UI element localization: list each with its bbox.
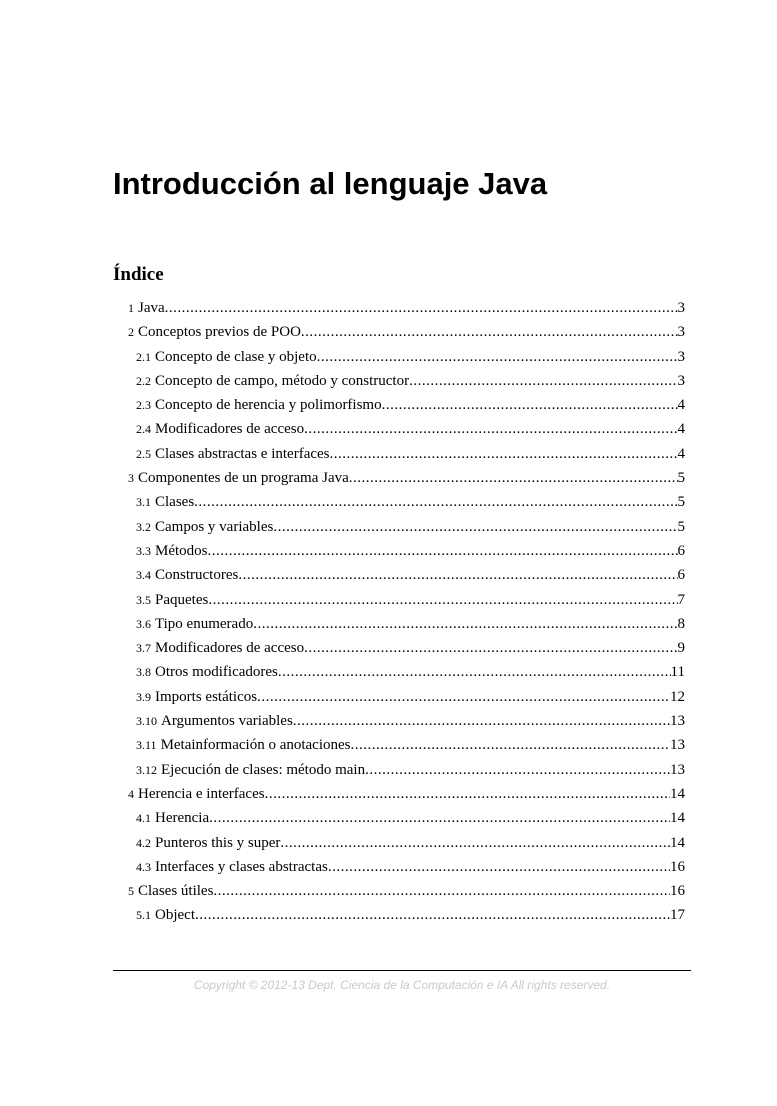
toc-dot-leader (208, 539, 678, 563)
toc-entry[interactable] (113, 831, 685, 855)
toc-entry-page: 4 (677, 421, 685, 438)
toc-entry-page: 14 (670, 785, 685, 802)
toc-entry-page: 5 (677, 494, 685, 511)
toc-entry-page: 13 (670, 713, 685, 730)
toc-entry[interactable] (113, 733, 685, 757)
toc-entry-page: 13 (670, 737, 685, 754)
document-title: Introducción al lenguaje Java (113, 166, 548, 201)
toc-entry[interactable] (113, 612, 685, 636)
toc-entry-number: 3.4 (136, 568, 151, 583)
toc-dot-leader (238, 563, 677, 587)
toc-entry[interactable] (113, 417, 685, 441)
toc-entry[interactable] (113, 758, 685, 782)
toc-dot-leader (273, 515, 677, 539)
toc-entry[interactable] (113, 685, 685, 709)
toc-entry[interactable] (113, 903, 685, 927)
toc-entry-label: Modificadores de acceso (155, 421, 305, 438)
toc-entry-number: 2.2 (136, 373, 151, 388)
toc-dot-leader (195, 903, 670, 927)
toc-entry-number: 3.3 (136, 543, 151, 558)
toc-entry-label: Concepto de clase y objeto (155, 348, 317, 365)
toc-entry-number: 2.1 (136, 349, 151, 364)
toc-entry-number: 2.4 (136, 422, 151, 437)
toc-dot-leader (365, 758, 670, 782)
toc-dot-leader (304, 417, 677, 441)
toc-entry-page: 11 (670, 664, 685, 681)
toc-entry-page: 16 (670, 858, 685, 875)
toc-entry-number: 3.10 (136, 714, 157, 729)
toc-dot-leader (194, 490, 677, 514)
toc-entry[interactable] (113, 490, 685, 514)
toc-entry-label: Punteros this y super (155, 834, 281, 851)
toc-entry[interactable] (113, 393, 685, 417)
toc-entry-number: 3.5 (136, 592, 151, 607)
toc-entry-label: Interfaces y clases abstractas (155, 858, 328, 875)
toc-entry[interactable] (113, 466, 685, 490)
toc-dot-leader (351, 733, 671, 757)
toc-entry-label: Clases abstractas e interfaces (155, 445, 330, 462)
toc-entry[interactable] (113, 369, 685, 393)
toc-entry-number: 5.1 (136, 908, 151, 923)
toc-entry[interactable] (113, 782, 685, 806)
toc-entry[interactable] (113, 855, 685, 879)
toc-entry-page: 9 (677, 640, 685, 657)
toc-entry-label: Modificadores de acceso (155, 640, 305, 657)
toc-entry-label: Metainformación o anotaciones (160, 737, 351, 754)
toc-entry-label: Componentes de un programa Java (138, 470, 349, 487)
toc-entry[interactable] (113, 563, 685, 587)
toc-entry-number: 3.2 (136, 519, 151, 534)
toc-entry-number: 4 (128, 786, 134, 801)
toc-heading: Índice (113, 264, 164, 285)
toc-dot-leader (278, 660, 671, 684)
toc-entry-number: 3.1 (136, 495, 151, 510)
toc-entry[interactable] (113, 588, 685, 612)
toc-entry-page: 13 (670, 761, 685, 778)
toc-entry-number: 2 (128, 325, 134, 340)
toc-entry-number: 3.6 (136, 616, 151, 631)
toc-dot-leader (304, 636, 677, 660)
toc-entry[interactable] (113, 879, 685, 903)
toc-entry-label: Conceptos previos de POO (138, 324, 301, 341)
toc-entry-label: Paquetes (155, 591, 209, 608)
toc-dot-leader (409, 369, 677, 393)
toc-entry[interactable] (113, 345, 685, 369)
toc-entry-number: 4.3 (136, 859, 151, 874)
toc-entry-label: Argumentos variables (161, 713, 293, 730)
toc-dot-leader (265, 782, 670, 806)
toc-entry-label: Imports estáticos (155, 688, 258, 705)
toc-entry-page: 6 (677, 567, 685, 584)
toc-dot-leader (349, 466, 678, 490)
toc-dot-leader (280, 831, 670, 855)
toc-entry-page: 7 (677, 591, 685, 608)
toc-entry-page: 8 (677, 615, 685, 632)
toc-dot-leader (330, 442, 678, 466)
toc-entry-page: 16 (670, 883, 685, 900)
toc-entry-label: Object (155, 907, 195, 924)
toc-entry-number: 3.8 (136, 665, 151, 680)
toc-entry-label: Otros modificadores (155, 664, 278, 681)
toc-entry-page: 3 (677, 348, 685, 365)
toc-entry-label: Campos y variables (155, 518, 274, 535)
toc-dot-leader (293, 709, 670, 733)
toc-dot-leader (328, 855, 670, 879)
toc-entry-label: Herencia e interfaces (138, 785, 265, 802)
toc-entry-page: 5 (677, 470, 685, 487)
toc-entry-number: 3.9 (136, 689, 151, 704)
toc-entry-number: 3.12 (136, 762, 157, 777)
toc-entry-number: 3.7 (136, 641, 151, 656)
toc-entry-page: 3 (677, 372, 685, 389)
toc-entry-label: Concepto de campo, método y constructor (155, 372, 410, 389)
toc-dot-leader (213, 879, 670, 903)
toc-entry-page: 5 (677, 518, 685, 535)
toc-entry[interactable] (113, 709, 685, 733)
toc-entry-label: Constructores (155, 567, 239, 584)
toc-entry[interactable] (113, 806, 685, 830)
toc-entry-page: 12 (670, 688, 685, 705)
toc-entry-number: 3 (128, 471, 134, 486)
toc-entry-page: 3 (677, 300, 685, 316)
toc-entry[interactable] (113, 539, 685, 563)
toc-dot-leader (208, 588, 677, 612)
toc-dot-leader (165, 296, 678, 320)
toc-entry-page: 14 (670, 834, 685, 851)
toc-entry-label: Métodos (155, 542, 208, 559)
toc-entry-number: 1 (128, 301, 134, 315)
toc-entry-label: Concepto de herencia y polimorfismo (155, 397, 382, 414)
toc-entry[interactable] (113, 296, 685, 320)
toc-entry-label: Clases (155, 494, 195, 511)
footer-copyright: Copyright © 2012-13 Dept. Ciencia de la Computación e IA All rights reserved. (193, 978, 611, 992)
toc-entry[interactable] (113, 515, 685, 539)
footer-divider (113, 970, 691, 971)
toc-dot-leader (209, 806, 670, 830)
toc-entry-page: 4 (677, 445, 685, 462)
toc-entry-page: 3 (677, 324, 685, 341)
toc-entry-label: Tipo enumerado (155, 615, 254, 632)
toc-dot-leader (301, 320, 678, 344)
toc-entry-number: 2.3 (136, 398, 151, 413)
toc-entry-number: 4.1 (136, 811, 151, 826)
toc-entry-page: 17 (670, 907, 685, 924)
toc-entry[interactable] (113, 442, 685, 466)
toc-entry[interactable] (113, 636, 685, 660)
toc-entry-number: 3.11 (136, 738, 157, 753)
toc-entry-label: Clases útiles (138, 883, 214, 900)
toc-entry-page: 4 (677, 397, 685, 414)
toc-dot-leader (382, 393, 678, 417)
toc-entry-number: 2.5 (136, 446, 151, 461)
toc-entry-number: 5 (128, 884, 134, 899)
toc-entry-number: 4.2 (136, 835, 151, 850)
toc-dot-leader (253, 612, 677, 636)
toc-entry-label: Java (138, 300, 165, 316)
toc-entry[interactable] (113, 320, 685, 344)
toc-entry[interactable] (113, 660, 685, 684)
toc-entry-label: Herencia (155, 810, 210, 827)
toc-dot-leader (317, 345, 678, 369)
toc-entry-page: 6 (677, 542, 685, 559)
toc-dot-leader (257, 685, 670, 709)
table-of-contents (113, 296, 685, 928)
toc-entry-page: 14 (670, 810, 685, 827)
toc-entry-label: Ejecución de clases: método main (161, 761, 366, 778)
